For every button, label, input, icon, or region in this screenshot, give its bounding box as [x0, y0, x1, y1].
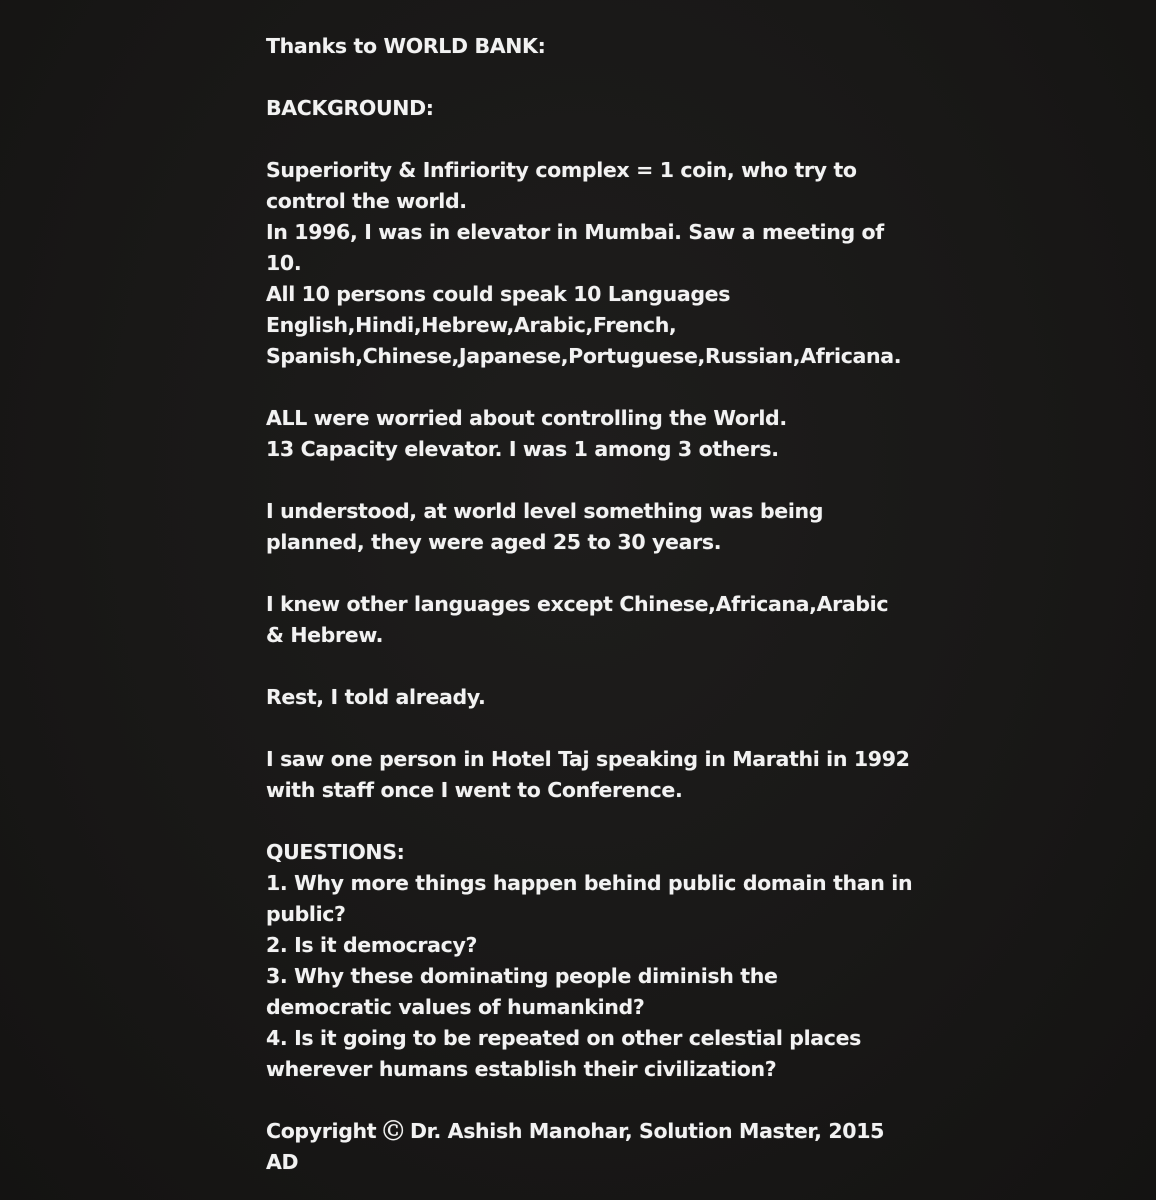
text-line: English,Hindi,Hebrew,Arabic,French, [266, 313, 677, 337]
spacer [266, 713, 906, 744]
question-line: 1. Why more things happen behind public domain than in [266, 871, 913, 895]
background-label: BACKGROUND: [266, 96, 434, 120]
paragraph-superiority [266, 155, 906, 372]
text-line: 10. [266, 251, 302, 275]
question-line: wherever humans establish their civilization? [266, 1057, 777, 1081]
text-line: with staff once I went to Conference. [266, 778, 683, 802]
text-line: planned, they were aged 25 to 30 years. [266, 530, 722, 554]
text-line: Superiority & Infiriority complex = 1 coin, who try to [266, 158, 857, 182]
spacer [266, 372, 906, 403]
spacer [266, 651, 906, 682]
spacer [266, 124, 906, 155]
text-line: 13 Capacity elevator. I was 1 among 3 others. [266, 437, 779, 461]
text-line: In 1996, I was in elevator in Mumbai. Saw a meeting of [266, 220, 884, 244]
note-text [266, 31, 913, 1178]
heading: Thanks to WORLD BANK: [266, 34, 546, 58]
spacer [266, 1085, 906, 1116]
question-line: 2. Is it democracy? [266, 933, 477, 957]
question-line: 3. Why these dominating people diminish the [266, 964, 778, 988]
paragraph-understood [266, 496, 906, 558]
text-line: All 10 persons could speak 10 Languages [266, 282, 731, 306]
questions-label: QUESTIONS: [266, 840, 405, 864]
questions-list [266, 868, 913, 1085]
text-line: control the world. [266, 189, 467, 213]
question-line: 4. Is it going to be repeated on other celestial places [266, 1026, 861, 1050]
text-line: I knew other languages except Chinese,Africana,Arabic [266, 592, 889, 616]
question-line: democratic values of humankind? [266, 995, 645, 1019]
spacer [266, 465, 906, 496]
text-line: ALL were worried about controlling the World. [266, 406, 787, 430]
paragraph-rest: Rest, I told already. [266, 685, 486, 709]
spacer [266, 806, 906, 837]
text-line: Copyright Ⓒ Dr. Ashish Manohar, Solution Master, 2015 [266, 1119, 885, 1143]
paragraph-elevator [266, 403, 906, 465]
text-line: & Hebrew. [266, 623, 384, 647]
copyright-notice [266, 1116, 906, 1178]
text-line: I understood, at world level something was being [266, 499, 824, 523]
spacer [266, 62, 906, 93]
paragraph-languages [266, 589, 906, 651]
spacer [266, 558, 906, 589]
text-line: I saw one person in Hotel Taj speaking in Marathi in 1992 [266, 747, 910, 771]
text-line: AD [266, 1150, 299, 1174]
paragraph-hotel-taj [266, 744, 910, 806]
question-line: public? [266, 902, 346, 926]
text-line: Spanish,Chinese,Japanese,Portuguese,Russian,Africana. [266, 344, 902, 368]
